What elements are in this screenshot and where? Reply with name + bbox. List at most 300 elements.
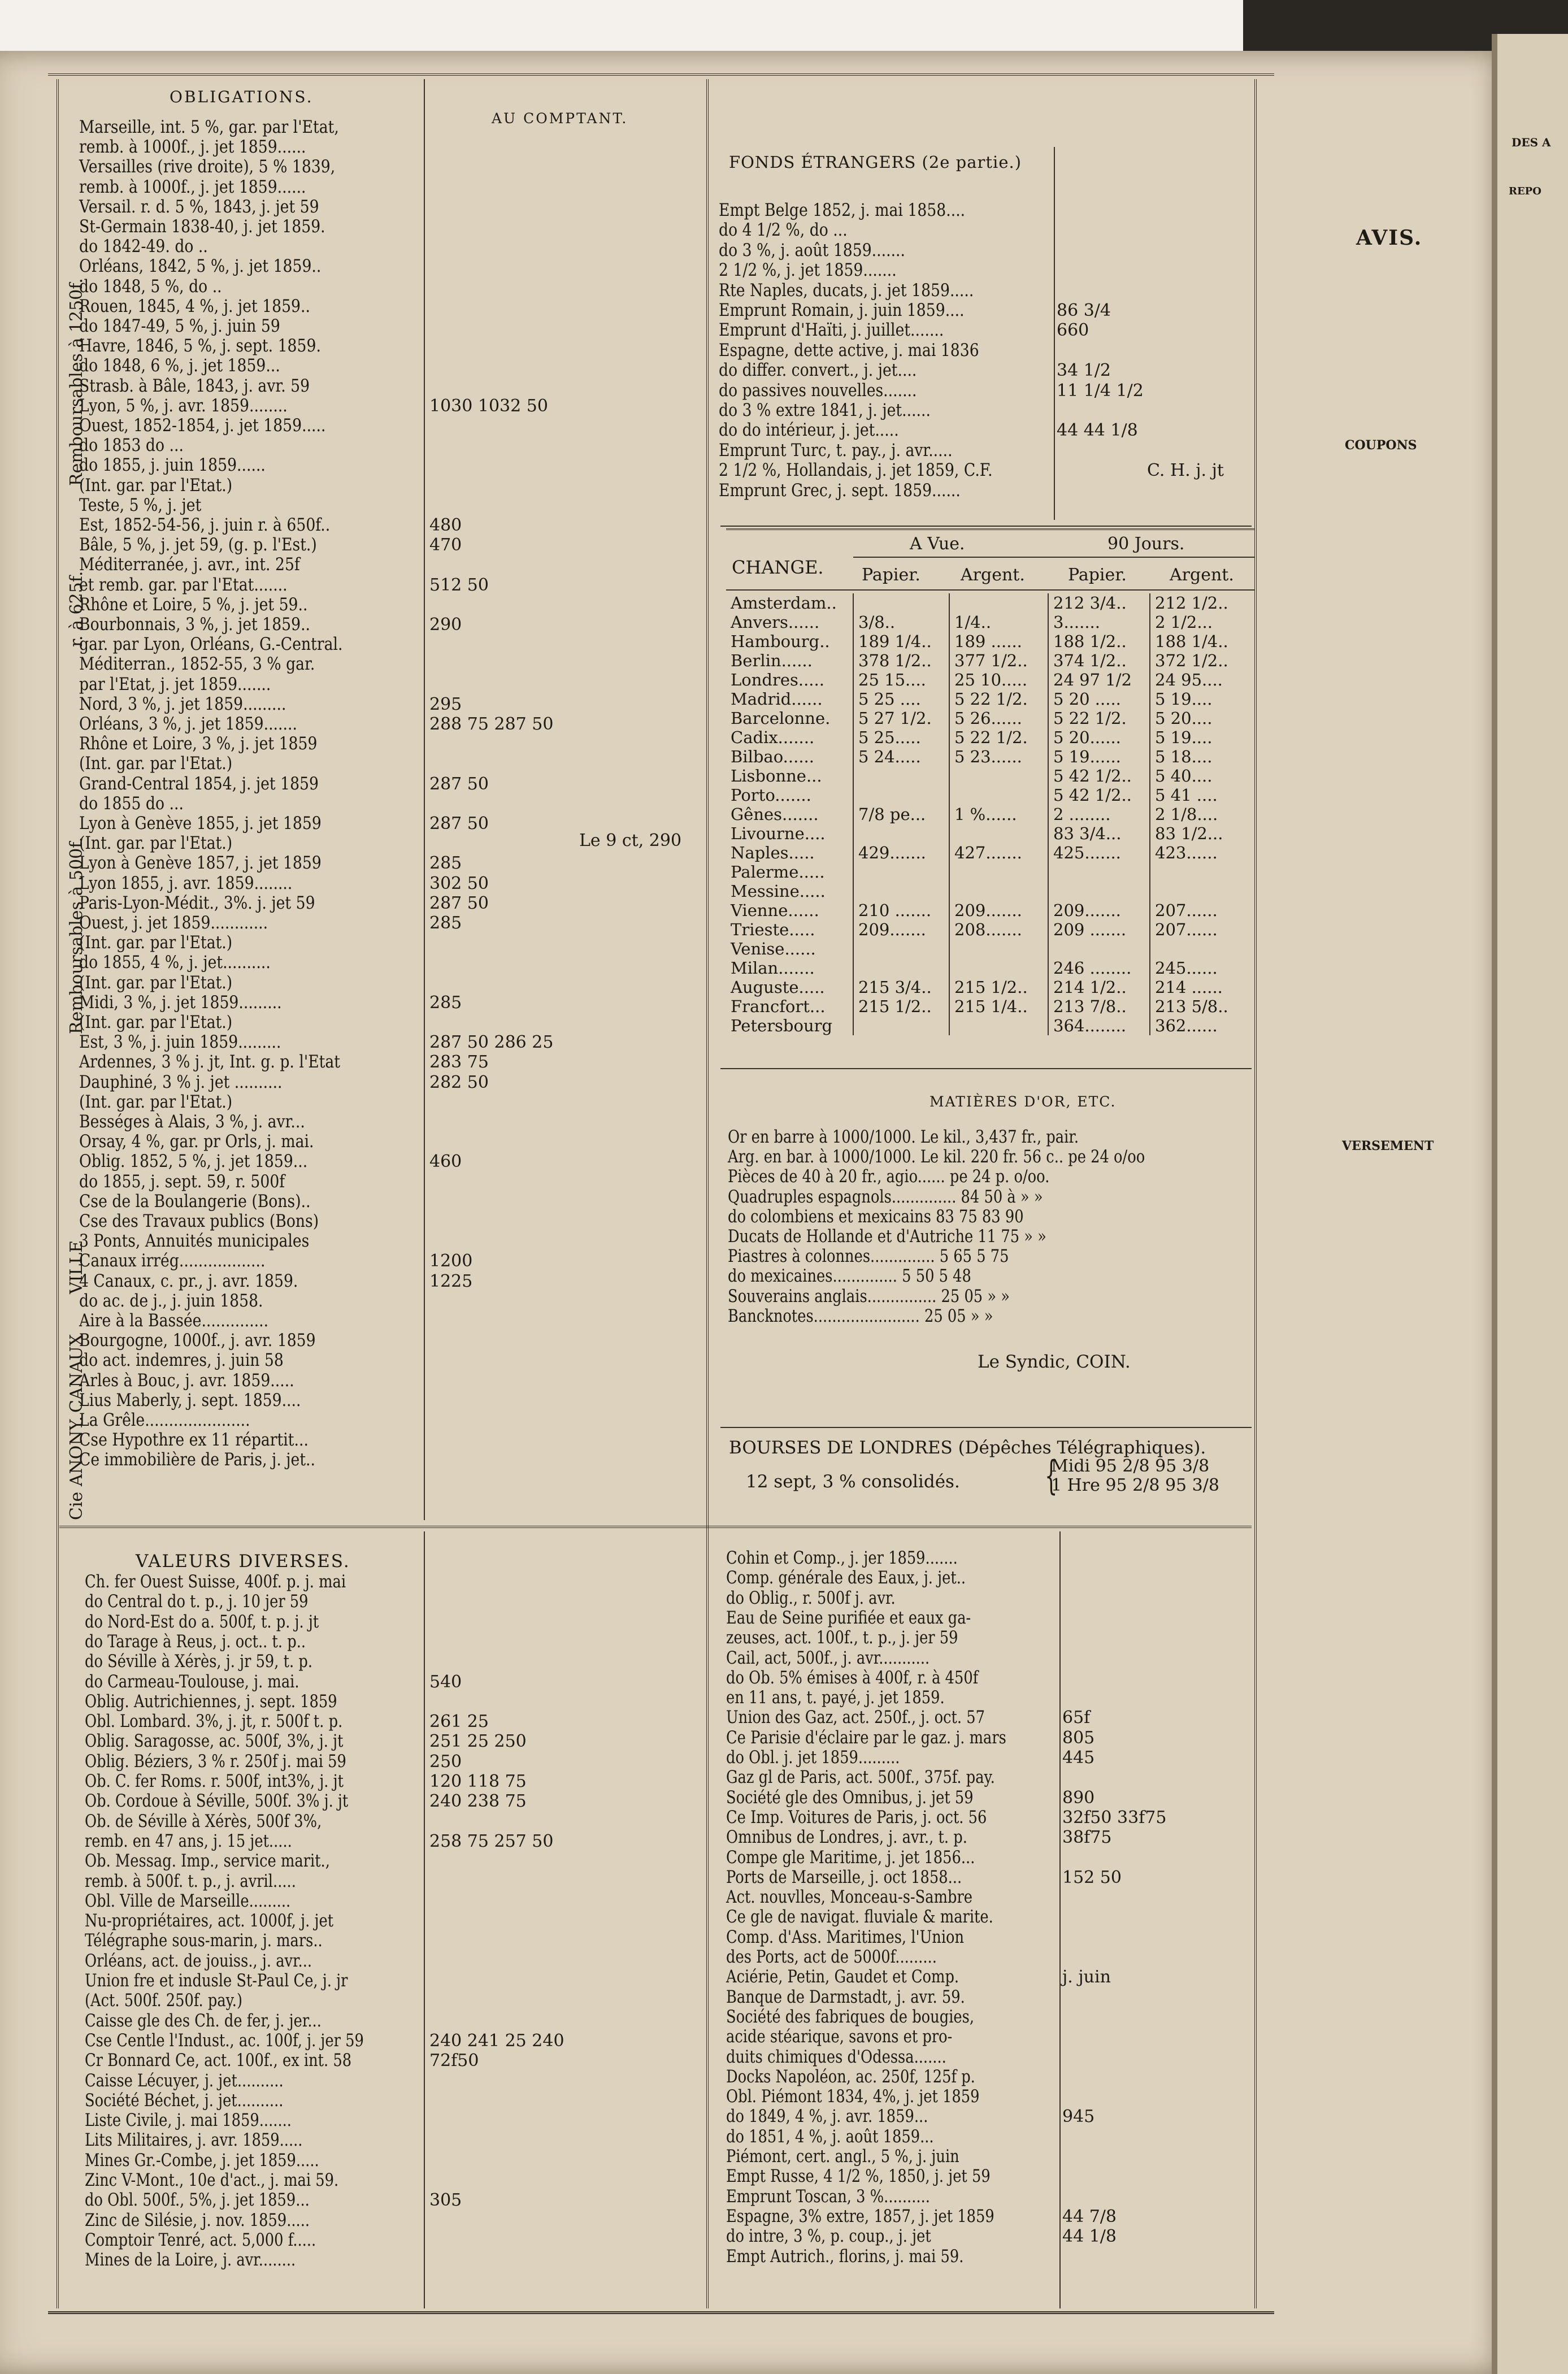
change-rate bbox=[949, 862, 1048, 882]
valeur-right-price: 65f bbox=[1062, 1708, 1091, 1728]
change-city: Francfort... bbox=[731, 997, 826, 1016]
valeur-left-line: remb. en 47 ans, j. 15 jet..... bbox=[85, 1830, 292, 1851]
valeurs-top-rule bbox=[59, 1526, 1252, 1528]
valeur-left-price: 258 75 257 50 bbox=[429, 1831, 554, 1851]
obligation-line: do 1847-49, 5 %, j. juin 59 bbox=[79, 316, 280, 336]
change-rate bbox=[853, 785, 949, 805]
side-label: CANAUX bbox=[67, 1334, 86, 1413]
fonds-bottom-rule bbox=[720, 526, 1252, 527]
change-city: Trieste..... bbox=[731, 920, 815, 939]
obligation-line: et remb. gar. par l'Etat....... bbox=[79, 574, 288, 595]
change-rate: 1/4.. bbox=[949, 613, 1048, 632]
obligation-price: 512 50 bbox=[429, 575, 489, 595]
change-rate: 25 10..... bbox=[949, 670, 1048, 689]
change-rate bbox=[1150, 939, 1254, 958]
obligation-price: 285 bbox=[429, 992, 462, 1013]
valeur-left-line: Société Béchet, j. jet.......... bbox=[85, 2090, 284, 2111]
valeur-right-line: Piémont, cert. angl., 5 %, j. juin bbox=[726, 2146, 959, 2167]
change-rate: 246 ........ bbox=[1048, 958, 1150, 978]
fonds-line: Emprunt Grec, j. sept. 1859...... bbox=[719, 480, 961, 501]
valeur-right-line: Comp. d'Ass. Maritimes, l'Union bbox=[726, 1926, 965, 1947]
change-rate bbox=[1150, 862, 1254, 882]
versement-label: VERSEMENT bbox=[1342, 1139, 1434, 1153]
change-row bbox=[726, 939, 1254, 958]
change-rate: 5 26...... bbox=[949, 709, 1048, 728]
change-rate bbox=[949, 939, 1048, 958]
obligation-price: 283 75 bbox=[429, 1052, 489, 1073]
obligation-line: Teste, 5 %, j. jet bbox=[79, 494, 202, 515]
obligation-line: gar. par Lyon, Orléans, G.-Central. bbox=[79, 634, 343, 655]
avis-heading: AVIS. bbox=[1356, 226, 1423, 250]
matieres-line: Quadruples espagnols.............. 84 50 à » » bbox=[728, 1186, 1043, 1207]
valeur-right-line: Aciérie, Petin, Gaudet et Comp. bbox=[726, 1967, 959, 1987]
obligation-line: Ce immobilière de Paris, j. jet.. bbox=[79, 1449, 315, 1470]
change-city: Berlin...... bbox=[731, 651, 813, 670]
obligation-line: Versail. r. d. 5 %, 1843, j. jet 59 bbox=[79, 196, 319, 217]
valeur-right-line: Docks Napoléon, ac. 250f, 125f p. bbox=[726, 2066, 975, 2087]
change-rate: 5 20 ..... bbox=[1048, 689, 1150, 709]
valeur-right-price: 38f75 bbox=[1062, 1828, 1112, 1848]
bourses-midi: Midi 95 2/8 95 3/8 bbox=[1051, 1456, 1210, 1476]
valeur-left-line: Télégraphe sous-marin, j. mars.. bbox=[85, 1930, 323, 1951]
change-rate: 213 5/8.. bbox=[1150, 997, 1254, 1016]
change-row bbox=[726, 978, 1254, 997]
obligation-line: (Int. gar. par l'Etat.) bbox=[79, 753, 233, 774]
change-rate: 207...... bbox=[1150, 920, 1254, 939]
obligation-line: Cse des Travaux publics (Bons) bbox=[79, 1211, 319, 1231]
top-rule bbox=[48, 73, 1274, 76]
change-city: Gênes....... bbox=[731, 805, 819, 824]
obligation-line: Est, 1852-54-56, j. juin r. à 650f.. bbox=[79, 515, 331, 535]
change-city: Messine..... bbox=[731, 882, 826, 901]
change-rate bbox=[853, 939, 949, 958]
change-rate: 5 42 1/2.. bbox=[1048, 766, 1150, 785]
valeur-right-price: 32f50 33f75 bbox=[1062, 1807, 1167, 1828]
change-rate: 5 22 1/2. bbox=[949, 728, 1048, 747]
side-label: Cie ANONY. bbox=[67, 1416, 86, 1520]
change-rate: 378 1/2.. bbox=[853, 651, 949, 670]
change-rate: 5 25..... bbox=[853, 728, 949, 747]
change-city: Palerme..... bbox=[731, 862, 825, 882]
a-vue-heading: A Vue. bbox=[910, 534, 965, 554]
obligation-line: Rouen, 1845, 4 %, j. jet 1859.. bbox=[79, 296, 310, 316]
valeur-right-line: Cohin et Comp., j. jer 1859....... bbox=[726, 1548, 958, 1568]
change-rate: 374 1/2.. bbox=[1048, 651, 1150, 670]
valeur-left-line: Zinc de Silésie, j. nov. 1859..... bbox=[85, 2210, 310, 2230]
side-label: Remboursables à 1250f. bbox=[67, 278, 86, 486]
valeur-left-line: Oblig. Béziers, 3 % r. 250f j. mai 59 bbox=[85, 1751, 346, 1772]
change-rate bbox=[949, 958, 1048, 978]
valeur-left-line: Mines Gr.-Combe, j. jet 1859..... bbox=[85, 2150, 319, 2171]
fonds-line: do differ. convert., j. jet.... bbox=[719, 360, 917, 381]
change-city: Amsterdam.. bbox=[731, 593, 837, 613]
change-rate: 7/8 pe... bbox=[853, 805, 949, 824]
valeur-left-price: 261 25 bbox=[429, 1712, 489, 1732]
matieres-line: Arg. en bar. à 1000/1000. Le kil. 220 fr. 56 c.. pe 24 o/oo bbox=[728, 1147, 1145, 1168]
matieres-line: Bancknotes....................... 25 05 » » bbox=[728, 1305, 993, 1326]
change-rate: 188 1/4.. bbox=[1150, 632, 1254, 651]
change-rate: 215 1/2.. bbox=[949, 978, 1048, 997]
valeur-right-line: Eau de Seine purifiée et eaux ga- bbox=[726, 1607, 971, 1628]
valeur-left-price: 251 25 250 bbox=[429, 1731, 527, 1752]
change-rate: 83 1/2... bbox=[1150, 824, 1254, 843]
obligation-line: Méditerran., 1852-55, 3 % gar. bbox=[79, 654, 315, 675]
fonds-line: 2 1/2 %, Hollandais, j. jet 1859, C.F. bbox=[719, 460, 993, 481]
change-city: Madrid...... bbox=[731, 689, 823, 709]
obligation-line: Grand-Central 1854, j. jet 1859 bbox=[79, 773, 319, 794]
change-rate: 215 1/4.. bbox=[949, 997, 1048, 1016]
valeur-right-line: Emprunt Toscan, 3 %.......... bbox=[726, 2186, 930, 2207]
top-margin bbox=[0, 0, 1243, 51]
change-rate: 5 22 1/2. bbox=[1048, 709, 1150, 728]
change-rate: 1 %...... bbox=[949, 805, 1048, 824]
valeur-left-line: Mines de la Loire, j. avr........ bbox=[85, 2250, 296, 2271]
change-rate: 2 1/2... bbox=[1150, 613, 1254, 632]
change-rate: 3/8.. bbox=[853, 613, 949, 632]
change-row bbox=[726, 613, 1254, 632]
change-rate bbox=[853, 766, 949, 785]
change-rate: 2 1/8.... bbox=[1150, 805, 1254, 824]
valeur-right-line: en 11 ans, t. payé, j. jet 1859. bbox=[726, 1687, 945, 1708]
valeur-left-price: 240 241 25 240 bbox=[429, 2030, 564, 2051]
change-title: CHANGE. bbox=[732, 557, 824, 578]
change-city: Bilbao...... bbox=[731, 747, 814, 766]
obligation-line: Canaux irrég.................. bbox=[79, 1251, 266, 1271]
jours-papier-heading: Papier. bbox=[1068, 565, 1127, 585]
change-rate: 5 20.... bbox=[1150, 709, 1254, 728]
change-city: Venise...... bbox=[731, 939, 816, 958]
valeur-left-price: 72f50 bbox=[429, 2051, 479, 2071]
obligation-line: Lyon à Genève 1855, j. jet 1859 bbox=[79, 813, 322, 834]
change-rate: 213 7/8.. bbox=[1048, 997, 1150, 1016]
obligation-line: do 1855, j. juin 1859...... bbox=[79, 455, 266, 476]
obligation-line: Est, 3 %, j. juin 1859......... bbox=[79, 1032, 281, 1053]
valeur-right-line: Ce Parisie d'éclaire par le gaz. j. mars bbox=[726, 1727, 1006, 1748]
change-rate: 372 1/2.. bbox=[1150, 651, 1254, 670]
valeur-right-line: Empt Autrich., florins, j. mai 59. bbox=[726, 2246, 964, 2267]
change-row bbox=[726, 1016, 1254, 1035]
obligation-line: (Int. gar. par l'Etat.) bbox=[79, 475, 233, 496]
change-rate: 209....... bbox=[1048, 901, 1150, 920]
change-rate: 83 3/4... bbox=[1048, 824, 1150, 843]
change-row bbox=[726, 901, 1254, 920]
facing-page-repo: REPO bbox=[1509, 185, 1541, 197]
change-city: Barcelonne. bbox=[731, 709, 831, 728]
change-rate: 377 1/2.. bbox=[949, 651, 1048, 670]
change-row bbox=[726, 882, 1254, 901]
obligations-price-rule bbox=[424, 79, 425, 1520]
change-rate: 5 25 .... bbox=[853, 689, 949, 709]
valeur-left-price: 250 bbox=[429, 1751, 462, 1772]
change-rate bbox=[1048, 882, 1150, 901]
change-city: Petersbourg bbox=[731, 1016, 833, 1035]
matieres-line: Piastres à colonnes.............. 5 65 5 75 bbox=[728, 1246, 1009, 1267]
change-rate: 212 3/4.. bbox=[1048, 593, 1150, 613]
change-row bbox=[726, 785, 1254, 805]
valeur-right-line: Ports de Marseille, j. oct 1858... bbox=[726, 1867, 962, 1887]
valeur-right-line: Ce Imp. Voitures de Paris, j. oct. 56 bbox=[726, 1807, 987, 1828]
obligation-line: Lius Maberly, j. sept. 1859.... bbox=[79, 1390, 301, 1410]
bourses-consolides: 12 sept, 3 % consolidés. bbox=[746, 1472, 960, 1492]
change-rate: 2 ........ bbox=[1048, 805, 1150, 824]
syndic-signature: Le Syndic, COIN. bbox=[978, 1352, 1131, 1372]
change-rate: 5 40.... bbox=[1150, 766, 1254, 785]
obligation-line: do 1848, 6 %, j. jet 1859... bbox=[79, 355, 280, 376]
valeur-left-line: Ch. fer Ouest Suisse, 400f. p. j. mai bbox=[85, 1572, 346, 1592]
obligation-price: 470 bbox=[429, 535, 462, 555]
obligation-line: Bourgogne, 1000f., j. avr. 1859 bbox=[79, 1330, 316, 1351]
valeur-right-line: Gaz gl de Paris, act. 500f., 375f. pay. bbox=[726, 1767, 995, 1788]
valeur-left-line: Cse Centle l'Indust., ac. 100f, j. jer 59 bbox=[85, 2030, 364, 2051]
au-comptant-heading: AU COMPTANT. bbox=[492, 110, 628, 127]
facing-page-heading: DES A bbox=[1511, 136, 1551, 149]
fonds-price: 34 1/2 bbox=[1057, 361, 1111, 381]
change-city: Vienne...... bbox=[731, 901, 819, 920]
change-rate bbox=[949, 785, 1048, 805]
obligation-line: Versailles (rive droite), 5 % 1839, bbox=[79, 157, 336, 177]
obligation-line: 3 Ponts, Annuités municipales bbox=[79, 1231, 310, 1252]
obligation-line: St-Germain 1838-40, j. jet 1859. bbox=[79, 216, 325, 237]
obligation-price: 287 50 bbox=[429, 893, 489, 913]
obligation-price: 285 bbox=[429, 853, 462, 874]
change-row bbox=[726, 766, 1254, 785]
valeur-right-price: 44 1/8 bbox=[1062, 2227, 1117, 2247]
change-city: Londres..... bbox=[731, 670, 824, 689]
obligation-line: (Int. gar. par l'Etat.) bbox=[79, 1091, 233, 1112]
obligation-line: do act. indemres, j. juin 58 bbox=[79, 1350, 284, 1371]
obligation-line: Ouest, 1852-1854, j. jet 1859..... bbox=[79, 415, 326, 436]
obligation-line: Lyon 1855, j. avr. 1859........ bbox=[79, 873, 293, 893]
valeur-right-line: Ce gle de navigat. fluviale & marite. bbox=[726, 1907, 993, 1928]
change-rate bbox=[1150, 882, 1254, 901]
obligation-line: do 1842-49. do .. bbox=[79, 236, 208, 257]
obligation-line: Arles à Bouc, j. avr. 1859..... bbox=[79, 1370, 294, 1391]
change-rate bbox=[853, 958, 949, 978]
obligation-price: 282 50 bbox=[429, 1072, 489, 1092]
side-label: Remboursables à 500f. bbox=[67, 837, 86, 1034]
change-rate: 364........ bbox=[1048, 1016, 1150, 1035]
matieres-title: MATIÈRES D'OR, ETC. bbox=[929, 1093, 1117, 1110]
change-rate: 215 3/4.. bbox=[853, 978, 949, 997]
bourses-heure: 1 Hre 95 2/8 95 3/8 bbox=[1051, 1475, 1219, 1495]
change-rate: 5 42 1/2.. bbox=[1048, 785, 1150, 805]
valeur-left-line: Obl. Lombard. 3%, j. jt, r. 500f t. p. bbox=[85, 1711, 343, 1732]
valeur-left-line: Oblig. Autrichiennes, j. sept. 1859 bbox=[85, 1691, 337, 1712]
change-rate: 3....... bbox=[1048, 613, 1150, 632]
valeur-right-line: Obl. Piémont 1834, 4%, j. jet 1859 bbox=[726, 2086, 980, 2107]
valeur-left-price: 305 bbox=[429, 2190, 462, 2211]
valeur-right-line: Act. nouvlles, Monceau-s-Sambre bbox=[726, 1887, 973, 1908]
change-row bbox=[726, 843, 1254, 862]
fonds-line: Emprunt Turc, t. pay., j. avr..... bbox=[719, 440, 953, 461]
valeur-right-price: 805 bbox=[1062, 1728, 1095, 1748]
change-rate bbox=[949, 1016, 1048, 1035]
matieres-bottom-rule bbox=[720, 1427, 1252, 1428]
valeur-left-line: Orléans, act. de jouiss., j. avr... bbox=[85, 1950, 312, 1971]
valeur-left-line: do Carmeau-Toulouse, j. mai. bbox=[85, 1671, 299, 1692]
valeur-right-line: do Ob. 5% émises à 400f, r. à 450f bbox=[726, 1667, 979, 1688]
obligation-line: (Int. gar. par l'Etat.) bbox=[79, 1012, 233, 1032]
obligation-line: (Int. gar. par l'Etat.) bbox=[79, 932, 233, 953]
change-row bbox=[726, 709, 1254, 728]
fonds-line: do passives nouvelles....... bbox=[719, 380, 917, 401]
obligation-price: 287 50 bbox=[429, 814, 489, 834]
obligation-line: Lyon à Genève 1857, j. jet 1859 bbox=[79, 853, 322, 874]
change-rate: 25 15.... bbox=[853, 670, 949, 689]
change-rate bbox=[949, 824, 1048, 843]
change-row bbox=[726, 862, 1254, 882]
matieres-line: Souverains anglais............... 25 05 » » bbox=[728, 1286, 1010, 1307]
obligation-price: 290 bbox=[429, 615, 462, 635]
change-rate: 207...... bbox=[1150, 901, 1254, 920]
valeur-left-line: Ob. Cordoue à Séville, 500f. 3% j. jt bbox=[85, 1791, 349, 1812]
change-rate: 189 1/4.. bbox=[853, 632, 949, 651]
change-rate: 209....... bbox=[853, 920, 949, 939]
change-rate: 214 1/2.. bbox=[1048, 978, 1150, 997]
fonds-line: Espagne, dette active, j. mai 1836 bbox=[719, 340, 979, 361]
change-city: Porto....... bbox=[731, 785, 811, 805]
valeur-left-price: 540 bbox=[429, 1672, 462, 1692]
valeur-right-line: do Obl. j. jet 1859......... bbox=[726, 1747, 900, 1768]
obligation-line: Marseille, int. 5 %, gar. par l'Etat, bbox=[79, 117, 339, 137]
valeur-left-price: 120 118 75 bbox=[429, 1772, 527, 1791]
obligation-line: Ardennes, 3 % j. jt, Int. g. p. l'Etat bbox=[79, 1052, 341, 1073]
obligation-line: Havre, 1846, 5 %, j. sept. 1859. bbox=[79, 336, 321, 357]
change-city: Hambourg.. bbox=[731, 632, 830, 651]
change-city: Cadix....... bbox=[731, 728, 815, 747]
change-rate: 5 19...... bbox=[1048, 747, 1150, 766]
matieres-line: Ducats de Hollande et d'Autriche 11 75 » » bbox=[728, 1226, 1046, 1247]
obligation-line: Oblig. 1852, 5 %, j. jet 1859... bbox=[79, 1151, 308, 1172]
change-rate: 5 24..... bbox=[853, 747, 949, 766]
fonds-note: C. H. j. jt bbox=[1147, 461, 1224, 480]
change-bottom-rule bbox=[720, 1068, 1252, 1069]
valeur-left-line: Cr Bonnard Ce, act. 100f., ex int. 58 bbox=[85, 2050, 352, 2071]
valeur-right-price: 890 bbox=[1062, 1787, 1095, 1808]
valeur-left-line: Zinc V-Mont., 10e d'act., j. mai 59. bbox=[85, 2170, 339, 2190]
fonds-line: Emprunt Romain, j. juin 1859.... bbox=[719, 300, 965, 320]
obligation-line: 4 Canaux, c. pr., j. avr. 1859. bbox=[79, 1270, 298, 1291]
valeur-left-line: Caisse gle des Ch. de fer, j. jer... bbox=[85, 2010, 322, 2031]
valeur-left-line: Liste Civile, j. mai 1859....... bbox=[85, 2110, 292, 2131]
obligation-line: Midi, 3 %, j. jet 1859......... bbox=[79, 992, 282, 1013]
obligation-line: La Grêle...................... bbox=[79, 1410, 250, 1430]
vue-argent-heading: Argent. bbox=[961, 565, 1025, 585]
change-rate bbox=[949, 766, 1048, 785]
change-rate: 210 ....... bbox=[853, 901, 949, 920]
valeur-left-line: Ob. C. fer Roms. r. 500f, int3%, j. jt bbox=[85, 1771, 344, 1791]
valeur-right-line: duits chimiques d'Odessa....... bbox=[726, 2046, 946, 2067]
change-rate: 5 22 1/2. bbox=[949, 689, 1048, 709]
obligation-line: par l'Etat, j. jet 1859....... bbox=[79, 674, 271, 695]
matieres-line: Or en barre à 1000/1000. Le kil., 3,437 fr., pair. bbox=[728, 1127, 1079, 1147]
facing-page bbox=[1492, 34, 1568, 2374]
obligation-line: Dauphiné, 3 % j. jet .......... bbox=[79, 1071, 283, 1092]
change-rate bbox=[1048, 939, 1150, 958]
change-rate: 24 95.... bbox=[1150, 670, 1254, 689]
obligation-line: Ouest, j. jet 1859............ bbox=[79, 913, 268, 933]
change-rate: 24 97 1/2 bbox=[1048, 670, 1150, 689]
change-rate: 188 1/2.. bbox=[1048, 632, 1150, 651]
matieres-line: Pièces de 40 à 20 fr., agio...... pe 24 p. o/oo. bbox=[728, 1166, 1050, 1187]
change-row bbox=[726, 670, 1254, 689]
change-rate: 212 1/2.. bbox=[1150, 593, 1254, 613]
valeur-left-line: Caisse Lécuyer, j. jet.......... bbox=[85, 2070, 284, 2091]
valeur-left-line: do Central do t. p., j. 10 jer 59 bbox=[85, 1591, 309, 1612]
obligation-line: Nord, 3 %, j. jet 1859......... bbox=[79, 693, 286, 714]
change-city: Milan....... bbox=[731, 958, 815, 978]
valeur-left-line: Union fre et indusle St-Paul Ce, j. jr bbox=[85, 1971, 348, 1991]
change-row bbox=[726, 728, 1254, 747]
change-city: Lisbonne... bbox=[731, 766, 822, 785]
fonds-price: 660 bbox=[1057, 320, 1089, 341]
change-rate bbox=[853, 862, 949, 882]
change-top-rule bbox=[726, 528, 1254, 530]
change-rate: 215 1/2.. bbox=[853, 997, 949, 1016]
change-rate: 5 23...... bbox=[949, 747, 1048, 766]
obligations-title: OBLIGATIONS. bbox=[170, 88, 314, 106]
bourses-title: BOURSES DE LONDRES (Dépêches Télégraphiques). bbox=[729, 1438, 1206, 1458]
change-row bbox=[726, 632, 1254, 651]
matieres-line: do colombiens et mexicains 83 75 83 90 bbox=[728, 1206, 1024, 1227]
change-rate: 362...... bbox=[1150, 1016, 1254, 1035]
change-rate: 208....... bbox=[949, 920, 1048, 939]
fonds-line: do 4 1/2 %, do ... bbox=[719, 220, 848, 241]
quatre-vingt-dix-jours-heading: 90 Jours. bbox=[1107, 534, 1185, 554]
obligation-line: do 1855 do ... bbox=[79, 793, 184, 814]
obligation-line: do 1848, 5 %, do .. bbox=[79, 276, 222, 297]
change-rate: 429....... bbox=[853, 843, 949, 862]
valeur-right-price: 44 7/8 bbox=[1062, 2206, 1117, 2227]
valeur-right-line: Comp. générale des Eaux, j. jet.. bbox=[726, 1568, 966, 1589]
valeur-right-line: Union des Gaz, act. 250f., j. oct. 57 bbox=[726, 1707, 985, 1728]
fonds-price: 86 3/4 bbox=[1057, 301, 1111, 320]
change-rate: 5 20...... bbox=[1048, 728, 1150, 747]
side-label: VILLE bbox=[67, 1240, 86, 1294]
change-rate: 5 19.... bbox=[1150, 689, 1254, 709]
obligation-line: Cse Hypothre ex 11 répartit... bbox=[79, 1430, 309, 1451]
right-rule bbox=[1254, 79, 1257, 2308]
change-city: Auguste..... bbox=[731, 978, 825, 997]
obligation-line: Paris-Lyon-Médit., 3%. j. jet 59 bbox=[79, 892, 315, 913]
change-row bbox=[726, 920, 1254, 939]
change-head-rule bbox=[726, 589, 1254, 591]
valeur-left-line: Ob. Messag. Imp., service marit., bbox=[85, 1851, 330, 1872]
change-rate: 209 ....... bbox=[1048, 920, 1150, 939]
change-rate: 427....... bbox=[949, 843, 1048, 862]
obligation-line: Strasb. à Bâle, 1843, j. avr. 59 bbox=[79, 375, 310, 396]
valeur-left-line: (Act. 500f. 250f. pay.) bbox=[85, 1990, 243, 2011]
obligation-line: do 1855, j. sept. 59, r. 500f bbox=[79, 1171, 285, 1192]
valeur-left-line: do Nord-Est do a. 500f, t. p. j. jt bbox=[85, 1611, 319, 1632]
valeur-right-line: Société gle des Omnibus, j. jet 59 bbox=[726, 1787, 974, 1808]
change-rate: 423...... bbox=[1150, 843, 1254, 862]
valeurs-left-price-rule bbox=[424, 1531, 425, 2308]
fonds-line: do do intérieur, j. jet..... bbox=[719, 420, 899, 441]
obligation-price: 285 bbox=[429, 913, 462, 933]
obligation-line: Bourbonnais, 3 %, j. jet 1859.. bbox=[79, 614, 311, 635]
change-rate bbox=[1048, 862, 1150, 882]
valeur-right-price: j. juin bbox=[1062, 1967, 1111, 1987]
valeur-left-line: remb. à 500f. t. p., j. avril..... bbox=[85, 1870, 296, 1891]
obligation-line: remb. à 1000f., j. jet 1859...... bbox=[79, 176, 306, 197]
bourses-brace: { bbox=[1045, 1452, 1058, 1499]
obligation-line: Orléans, 1842, 5 %, j. jet 1859.. bbox=[79, 256, 322, 277]
obligation-price: 480 bbox=[429, 515, 462, 535]
obligation-price: 1200 bbox=[429, 1251, 473, 1271]
valeur-left-line: Nu-propriétaires, act. 1000f, j. jet bbox=[85, 1911, 334, 1932]
obligation-line: Bâle, 5 %, j. jet 59, (g. p. l'Est.) bbox=[79, 535, 317, 555]
